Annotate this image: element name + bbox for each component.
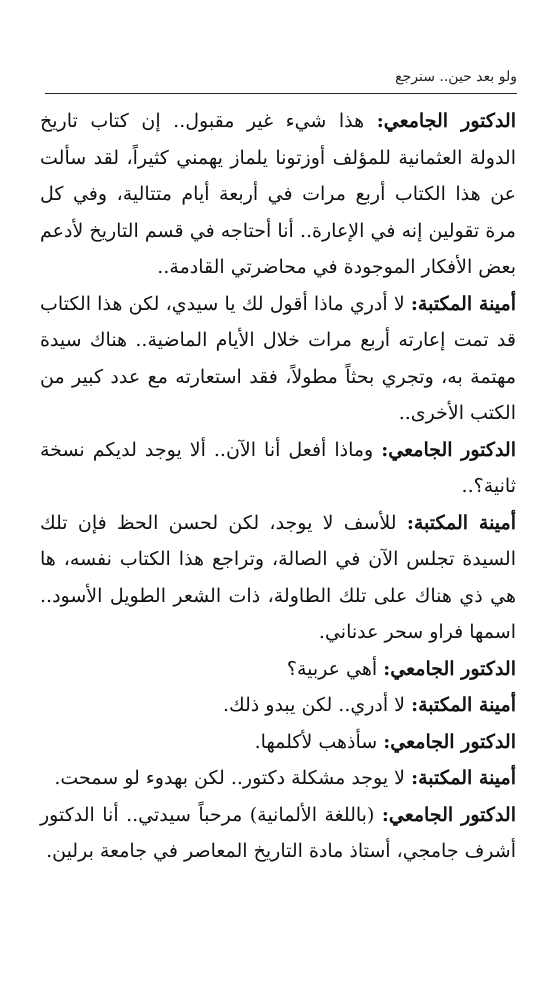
dialogue-text: أهي عربية؟ [286,657,378,680]
speaker-label: أمينة المكتبة: [410,292,516,315]
dialogue-paragraph [40,286,516,432]
dialogue-text: سأذهب لأكلمها. [254,730,378,753]
dialogue-paragraph [40,797,516,870]
speaker-label: أمينة المكتبة: [406,511,516,534]
dialogue-paragraph [40,724,516,761]
dialogue-paragraph [40,505,516,651]
dialogue-text: لا يوجد مشكلة دكتور.. لكن بهدوء لو سمحت. [54,767,406,789]
dialogue-text: هذا شيء غير مقبول.. إن كتاب تاريخ الدولة العثمانية للمؤلف أوزتونا يلماز يهمني كثيراً، لقد سألت عن هذا الكتاب أربع مرات في أربعة أيام متتالية، وفي كل مرة تقولين إنه في الإعارة.. أنا أحتاجه في قسم التاريخ لأدعم بعض الأفكار الموجودة في محاضرتي القادمة.. [40,110,516,278]
speaker-label: الدكتور الجامعي: [381,438,516,461]
speaker-label: الدكتور الجامعي: [381,803,516,826]
dialogue-text: للأسف لا يوجد، لكن لحسن الحظ فإن تلك السيدة تجلس الآن في الصالة، وتراجع هذا الكتاب نفسه، ها هي ذي هناك على تلك الطاولة، ذات الشعر الطويل الأسود.. اسمها فراو سحر عدناني. [40,511,516,643]
dialogue-paragraph [40,760,516,797]
dialogue-body [40,103,516,870]
dialogue-text: لا أدري.. لكن يبدو ذلك. [222,694,406,716]
speaker-label: أمينة المكتبة: [411,694,516,716]
dialogue-paragraph [40,432,516,505]
speaker-label: الدكتور الجامعي: [383,657,516,680]
speaker-label: الدكتور الجامعي: [376,110,516,132]
running-header: ولو بعد حين.. سنرجع [395,69,517,85]
dialogue-paragraph [40,651,516,688]
dialogue-text: (باللغة الألمانية) مرحباً سيدتي.. أنا الدكتور أشرف جامجي، أستاذ مادة التاريخ المعاصر في جامعة برلين. [40,803,516,862]
dialogue-paragraph [40,687,516,724]
speaker-label: الدكتور الجامعي: [383,730,516,753]
dialogue-paragraph [40,103,516,286]
header-divider [45,93,517,94]
speaker-label: أمينة المكتبة: [411,767,516,789]
dialogue-text: وماذا أفعل أنا الآن.. ألا يوجد لديكم نسخة ثانية؟.. [40,438,516,497]
dialogue-text: لا أدري ماذا أقول لك يا سيدي، لكن هذا الكتاب قد تمت إعارته أربع مرات خلال الأيام الماضية.. هناك سيدة مهتمة به، وتجري بحثاً مطولاً، فقد استعارته مع عدد كبير من الكتب الأخرى.. [40,292,516,424]
